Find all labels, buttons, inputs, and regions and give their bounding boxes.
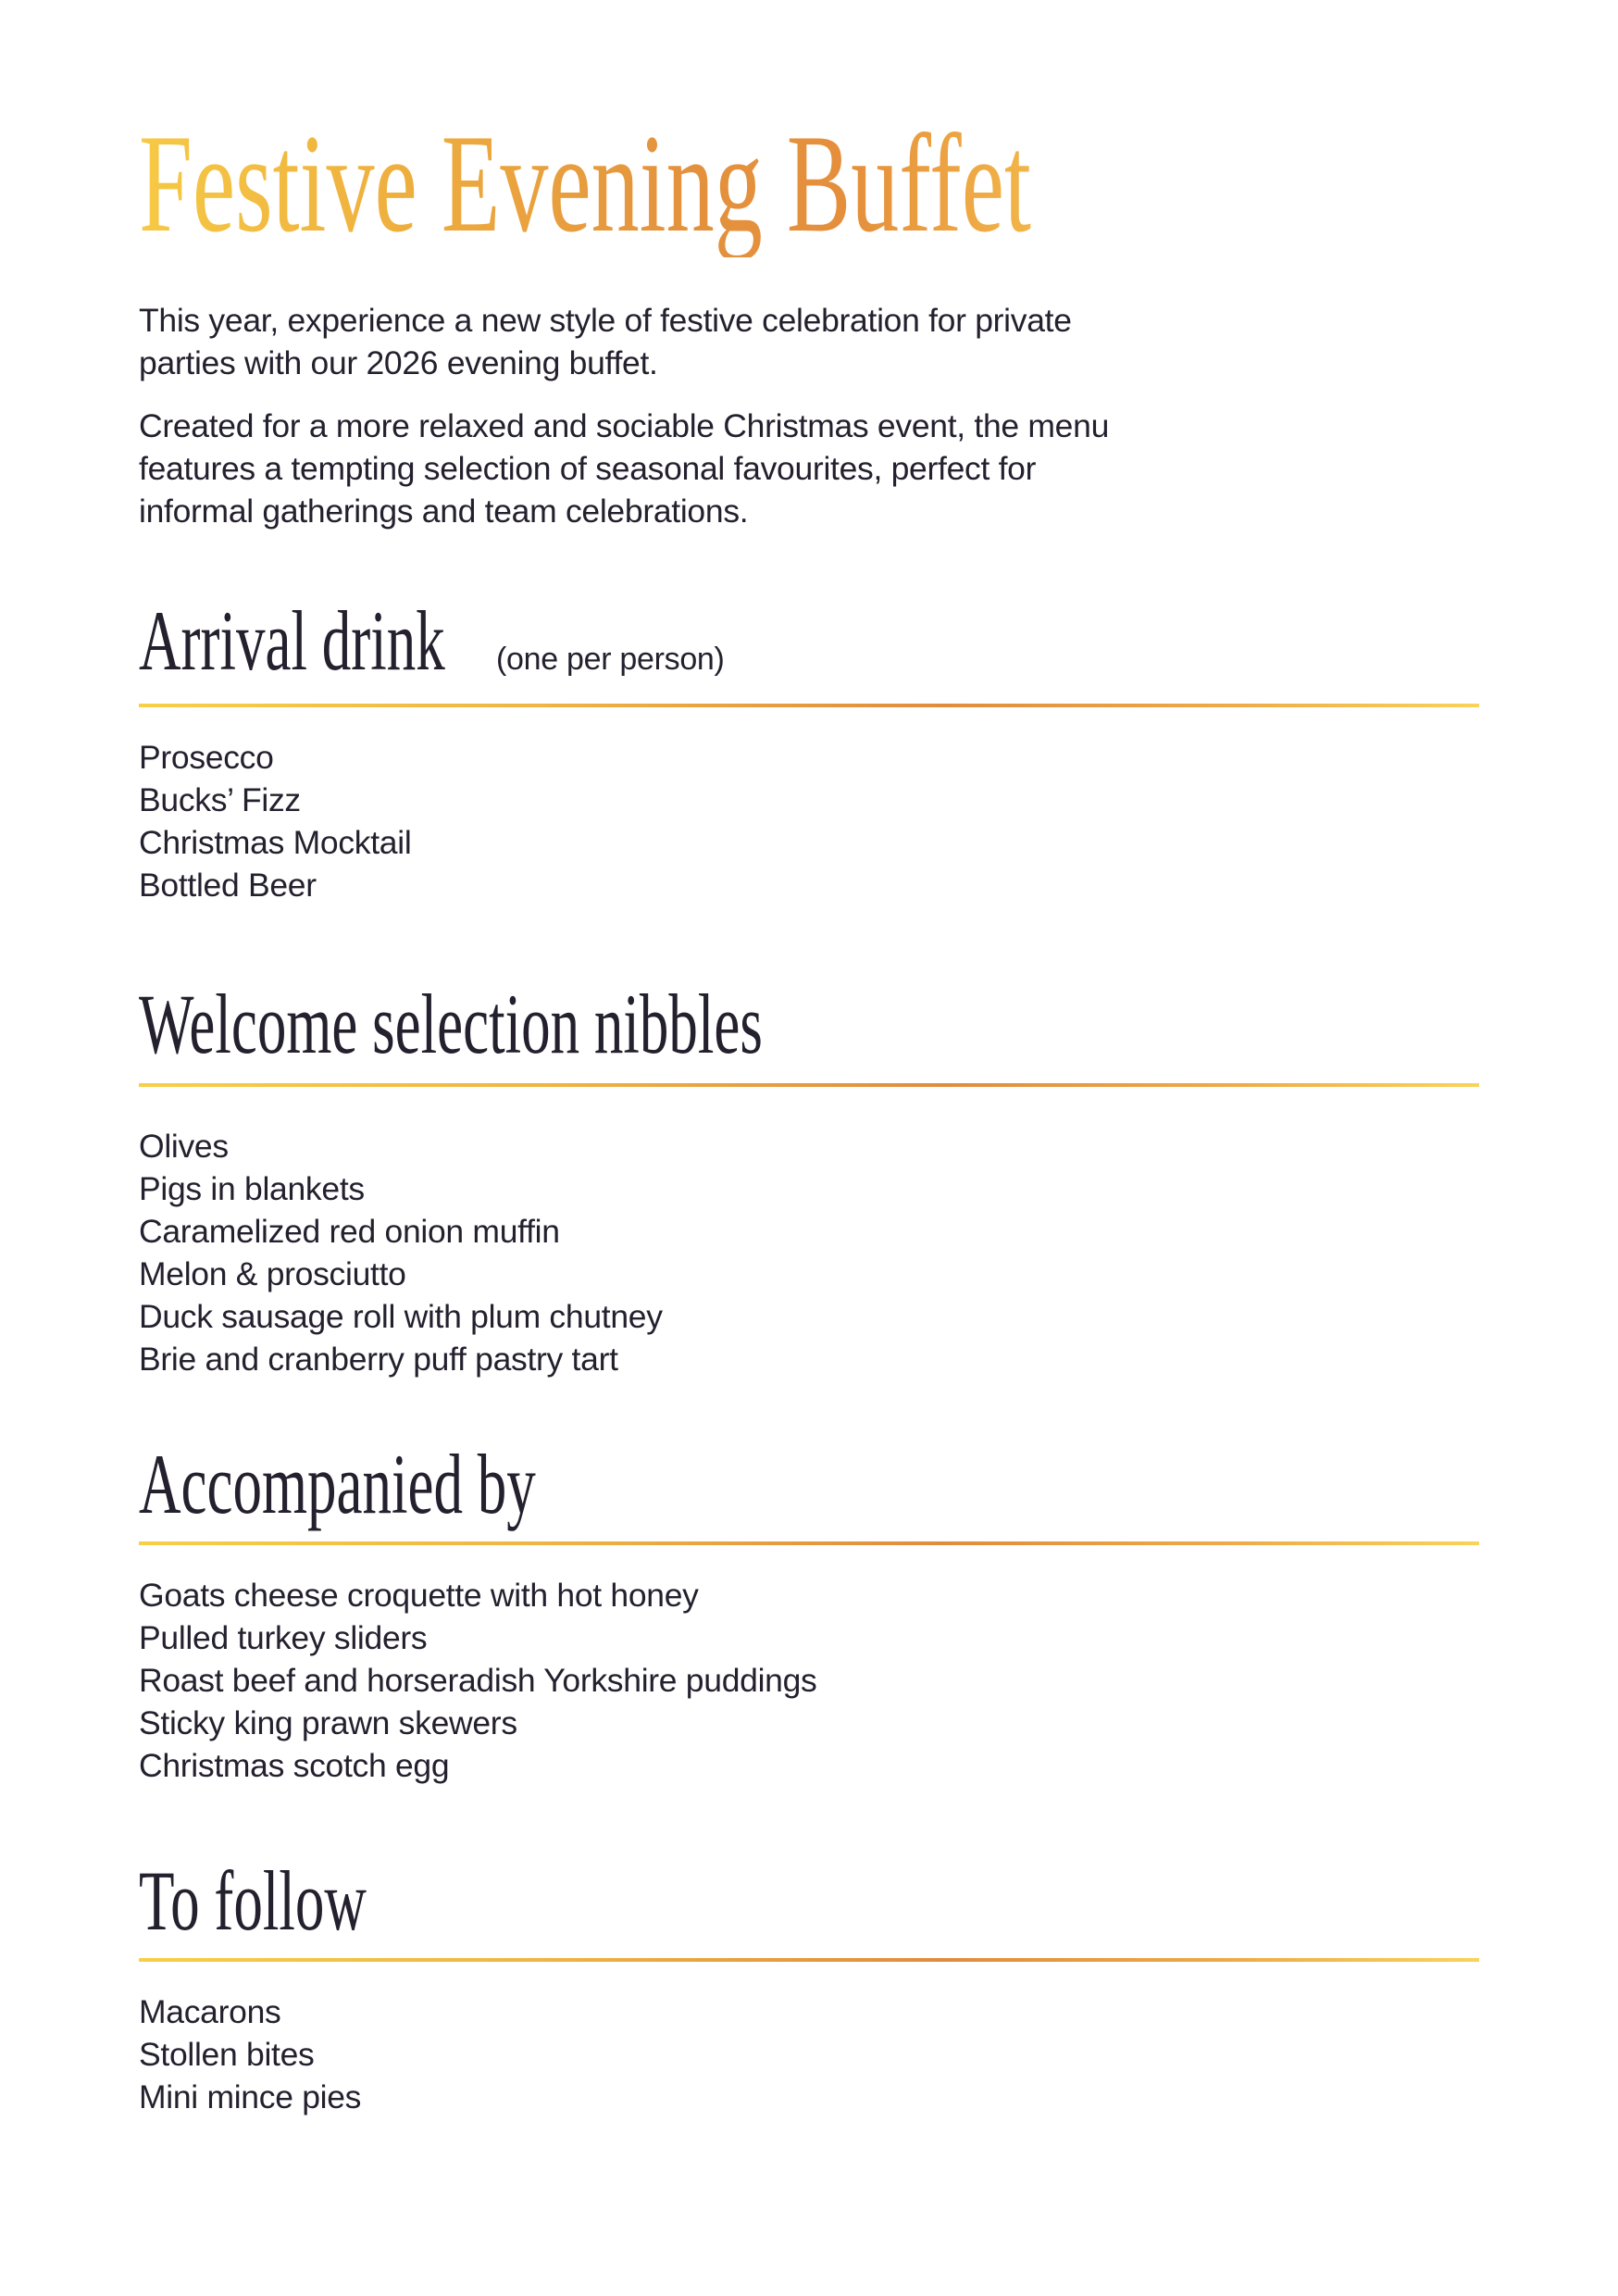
section-title: Arrival drink: [139, 593, 445, 688]
list-item: Caramelized red onion muffin: [139, 1213, 560, 1250]
intro-line: informal gatherings and team celebrations.: [139, 493, 749, 530]
intro-text: [139, 299, 1296, 532]
list-item: Bottled Beer: [139, 867, 317, 904]
section-divider: [139, 704, 1479, 707]
section-divider: [139, 1541, 1479, 1545]
intro-paragraph: [139, 299, 1296, 384]
list-item: Mini mince pies: [139, 2078, 362, 2115]
intro-line: features a tempting selection of seasonal favourites, perfect for: [139, 450, 1037, 487]
item-list: [139, 1125, 663, 1380]
intro-line: parties with our 2026 evening buffet.: [139, 344, 658, 381]
section-heading: [139, 1847, 1479, 1948]
section-divider: [139, 1958, 1479, 1962]
list-item: Prosecco: [139, 739, 274, 776]
list-item: Christmas scotch egg: [139, 1747, 450, 1784]
section-title: Accompanied by: [139, 1437, 536, 1531]
section-arrival-drink: [139, 593, 1479, 904]
list-item: Pigs in blankets: [139, 1170, 365, 1207]
item-list: [139, 1990, 361, 2118]
list-item: Olives: [139, 1128, 229, 1165]
list-item: Christmas Mocktail: [139, 824, 412, 861]
section-divider: [139, 1083, 1479, 1087]
intro-line: Created for a more relaxed and sociable Christmas event, the menu: [139, 407, 1110, 444]
section-title: To follow: [139, 1853, 367, 1948]
list-item: Bucks’ Fizz: [139, 781, 301, 818]
list-item: Macarons: [139, 1993, 281, 2030]
list-item: Goats cheese croquette with hot honey: [139, 1577, 699, 1614]
section-welcome-nibbles: [139, 972, 1479, 1378]
list-item: Brie and cranberry puff pastry tart: [139, 1341, 618, 1378]
list-item: Melon & prosciutto: [139, 1255, 406, 1292]
page-title: Festive Evening Buffet: [139, 106, 1031, 261]
list-item: Duck sausage roll with plum chutney: [139, 1298, 663, 1335]
intro-line: This year, experience a new style of festive celebration for private: [139, 302, 1072, 339]
section-heading: [139, 1430, 1479, 1531]
intro-paragraph: [139, 405, 1296, 532]
list-item: Stollen bites: [139, 2036, 315, 2073]
section-note: (one per person): [496, 642, 725, 677]
list-item: Pulled turkey sliders: [139, 1619, 428, 1656]
section-accompanied-by: [139, 1430, 1479, 1784]
item-list: [139, 736, 411, 906]
section-to-follow: [139, 1847, 1479, 2115]
list-item: Sticky king prawn skewers: [139, 1704, 517, 1741]
list-item: Roast beef and horseradish Yorkshire puddings: [139, 1662, 817, 1699]
item-list: [139, 1574, 817, 1787]
section-heading: [139, 593, 1479, 688]
section-heading: [139, 972, 1479, 1071]
section-title: Welcome selection nibbles: [139, 977, 763, 1071]
